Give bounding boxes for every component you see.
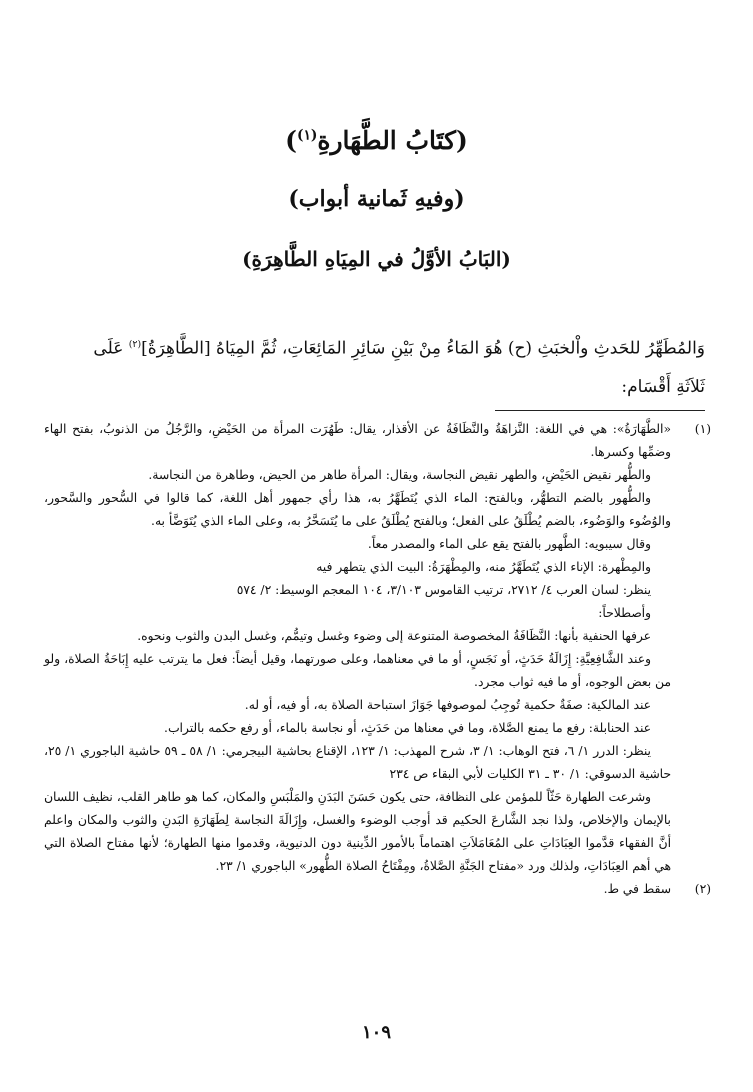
footnote-ref-2: (٢) [128,339,142,350]
footnote-1 [44,418,711,878]
chapter-title: (البَابُ الأوَّلُ في المِيَاهِ الطَّاهِرَةِ) [242,247,511,271]
footnote-paragraph: ينظر: الدرر ١/ ٦، فتح الوهاب: ١/ ٣، شرح المهذب: ١/ ١٢٣، الإقناع بحاشية البيجرمي: ١/ ٥٨ ـ ٥٩ حاشية الباجوري ١/ ٢٥، حاشية الدسوقي: ١/ ٣٠ ـ ٣١ الكليات لأبي البقاء ص ٢٣٤ [44,744,671,781]
footnote-number: (١) [694,422,711,436]
main-text-line-1-end: عَلَى [93,338,124,359]
subtitle: (وفيهِ ثَمانية أبواب) [288,186,465,212]
page-number: ١٠٩ [361,1022,391,1043]
footnote-paragraph: عند المالكية: صفَةٌ حكمية تُوجِبُ لموصوفها جَوَازَ استباحة الصلاة به، أو فيه، أو له. [244,698,651,712]
book-title-footnote-ref: (١) [296,127,318,144]
footnote-paragraph: عند الحنابلة: رفع ما يمنع الصَّلاة، وما في معناها من حَدَثٍ، أو نجاسة بالماء، أو رفع حكمه بالتراب. [164,721,651,735]
footnote-paragraph: وعند الشَّافِعِيَّةِ: إِزَالَةُ حَدَثٍ، أو نَجَسٍ، أو ما في معناهما، وعلى صورتهما، وقيل أيضاً: فعل ما يترتب عليه إِبَاحَةُ الصلاة، ولو من بعض الوجوه، أو ما فيه ثواب مجرد. [44,652,671,689]
book-title-text: (كتَابُ الطَّهَارةِ [317,126,468,155]
main-text-line-1 [44,326,705,368]
footnote-body [44,418,671,878]
footnote-paragraph: وأصطلاحاً: [598,606,651,620]
book-title [0,126,753,155]
footnote-2 [44,878,711,901]
footnote-paragraph: وقال سيبويه: الطَّهور بالفتح يقع على الماء والمصدر معاً. [367,537,651,551]
main-text [44,326,705,406]
footnote-paragraph: «الطَّهَارَةُ»: هي في اللغة: النَّزاهَةُ والنَّظَافَةُ عن الأقذار، يقال: طَهُرَت المرأة من الحَيْضِ، والرَّجُلُ من الذنوبُ، بفتح الهاء وضمِّها وكسرها. [44,422,671,459]
main-text-line-2: ثَلاَثَةِ أَقْسَام: [621,376,705,397]
footnote-paragraph: عرفها الحنفية بأنها: النَّظَافَةُ المخصوصة المتنوعة إلى وضوء وغسل وتيمُّم، وغسل البدن والثوب ونحوه. [137,629,651,643]
footnote-number: (٢) [694,882,711,896]
footnote-paragraph: وشرعت الطهارة حَثّاً للمؤمن على النظافة، حتى يكون حَسَنَ البَدَنِ والمَلْبَسِ والمكان، كما هو طاهر القلب، نظيف اللسان بالإيمان والإخلاص، ولذا نجد الشَّارعَ الحكيم قد أوجب الوضوء والغسل، وإِزَالَةَ النجاسة لِطَهَارَةِ البَدنِ والثوب والمكان واعلم أنَّ الفقهاء قدَّموا العِبَادَاتِ على المُعَامَلاَتِ اهتماماً بالأمور الدِّينية دون الدنيوية، وقدموا منها الطهارة؛ لأنها مفتاح الصلاة التي هي أهم العِبَادَاتِ، ولذلك ورد «مفتاح الجَنَّةِ الصَّلاةُ، ومِفْتَاحُ الصلاة الطُّهور» الباجوري ١/ ٢٣. [44,790,671,873]
footnote-paragraph: والطُّهر نقيض الحَيْضِ، والطهر نقيض النجاسة، ويقال: المرأة طاهر من الحيض، وطاهرة من النجاسة. [148,468,651,482]
footnote-body [44,878,671,901]
footnote-separator [495,410,705,411]
book-title-close: ) [285,126,297,155]
footnote-paragraph: والطُّهور بالضم التطهُّر، وبالفتح: الماء الذي يُتَطَهَّرُ به، هذا رأي جمهور أهل اللغة، كما قالوا في السُّحور والسَّحور، والوُضُوء والوَضُوء، بالضم يُطْلَقُ على الفعل؛ وبالفتح يُطْلَقُ على ما يُتَسَحَّرُ به، وعلى الماء الذي يُتَوَضَّأ به. [44,491,671,528]
footnote-paragraph: ينظر: لسان العرب ٤/ ٢٧١٢، ترتيب القاموس ٣/١٠٣، ١٠٤ المعجم الوسيط: ٢/ ٥٧٤ [236,583,651,597]
footnote-paragraph: سقط في ط. [603,882,671,896]
footnote-paragraph: والمِطْهرة: الإناء الذي يُتَطَهَّرُ منه، والمِطْهَرَةُ: البيت الذي يتطهر فيه [316,560,651,574]
footnotes [44,418,711,901]
main-text-line-1-body: وَالمُطَهِّرُ للحَدثِ واْلخبَثِ (ح) هُوَ المَاءُ مِنْ بَيْنِ سَائِرِ المَائِعَاتِ، ثُمَّ المِيَاهُ [الطَّاهِرَةُ] [141,338,705,359]
